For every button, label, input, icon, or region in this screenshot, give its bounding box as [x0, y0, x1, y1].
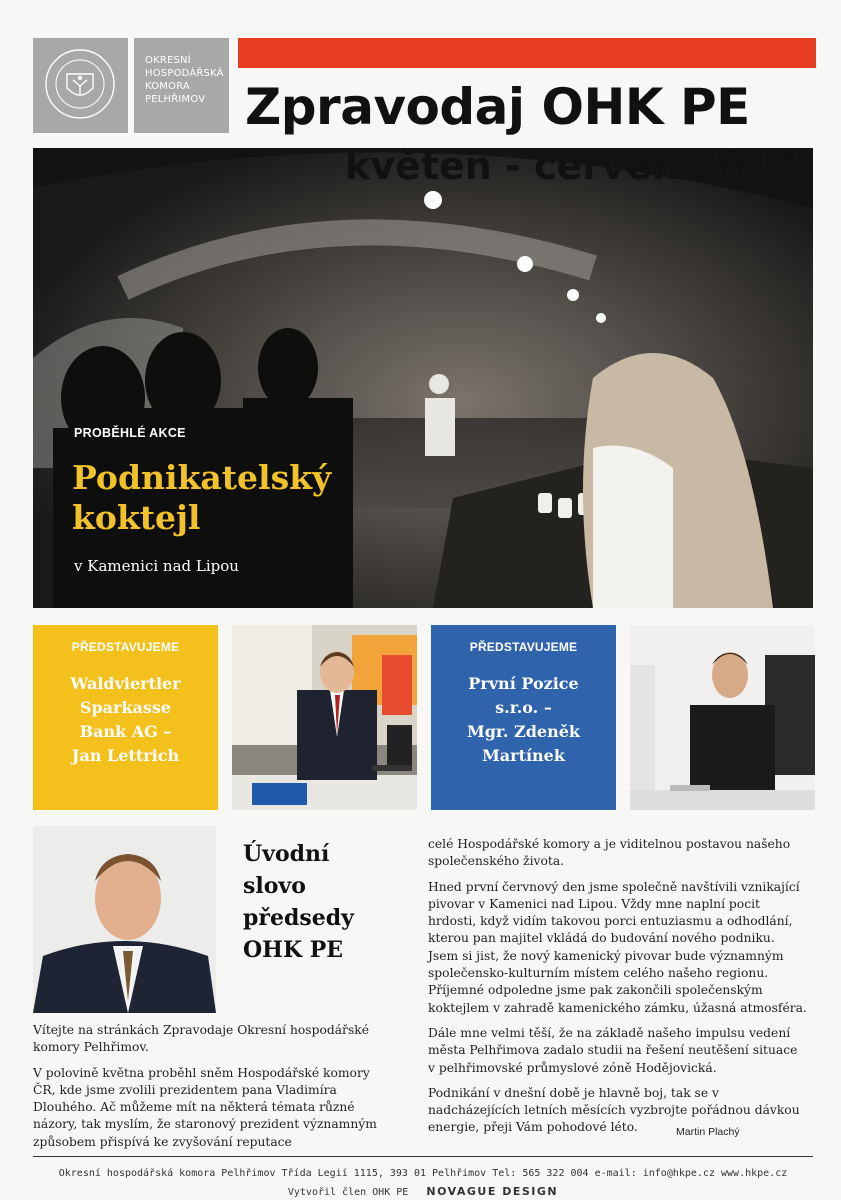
logo-line: OKRESNÍ	[145, 55, 191, 66]
editorial-column-right	[428, 836, 808, 1145]
name-line: Sparkasse	[79, 698, 172, 717]
editorial-signature: Martin Plachý	[676, 1126, 740, 1138]
footer-divider	[33, 1156, 813, 1157]
hero-headline	[72, 458, 331, 538]
name-line: Mgr. Zdeněk	[467, 722, 580, 741]
footer-credits	[33, 1185, 813, 1198]
intro-panel-lettrich	[33, 625, 218, 810]
footer-contact: Okresní hospodářská komora Pelhřimov Třída Legií 1115, 393 01 Pelhřimov Tel: 565 322 004 e-mail: info@hkpe.cz www.hkpe.cz	[58, 1168, 788, 1179]
headline-line: koktejl	[72, 498, 201, 537]
newsletter-title: Zpravodaj OHK PE	[245, 78, 750, 136]
accent-bar	[238, 38, 816, 68]
hero-category: PROBĚHLÉ AKCE	[74, 426, 186, 440]
issue-date: květen - červen 2017	[345, 144, 798, 188]
title-line: OHK PE	[243, 937, 344, 963]
name-line: s.r.o. –	[495, 698, 552, 717]
logo-line: PELHŘIMOV	[145, 94, 206, 105]
photo-martinek	[630, 625, 815, 810]
paragraph: Dále mne velmi těší, že na základě našeho impulsu vedení města Pelhřimova zadalo studii na řešení neutěšení situace v pelhřimovské průmyslové zóně Hodějovická.	[428, 1025, 798, 1075]
title-line: Úvodní	[243, 841, 330, 867]
paragraph: celé Hospodářské komory a je viditelnou postavou našeho společenského života.	[428, 837, 791, 869]
title-line: předsedy	[243, 905, 354, 931]
chamber-logo	[33, 38, 128, 133]
name-line: Martínek	[482, 746, 565, 765]
paragraph: Hned první červnový den jsme společně navštívili vznikající pivovar v Kamenici nad Lipou. Vždy mne naplní pocit hrdosti, když vidím takovou porci entuziasmu a odhodlání, kterou pan majitel vkládá do budování nového podniku. Jsem si jist, že nový kamenický pivovar bude významným společensko-kulturním místem celého našeho regionu. Příjemné odpoledne jsme pak zakončili společenským koktejlem v zahradě kamenického zámku, úžasná atmosféra.	[428, 879, 807, 1015]
panel-name	[33, 672, 218, 768]
panel-tag: PŘEDSTAVUJEME	[469, 640, 578, 654]
photo-lettrich	[232, 625, 417, 810]
chamber-name-block	[134, 38, 229, 133]
designer-logo: NOVAGUE DESIGN	[426, 1185, 559, 1198]
chamber-emblem-icon	[33, 38, 128, 133]
event-hall-illustration	[33, 148, 813, 608]
name-line: První Pozice	[468, 674, 579, 693]
credits-text: Vytvořil člen OHK PE	[287, 1187, 409, 1198]
intro-panel-martinek	[431, 625, 616, 810]
headline-line: Podnikatelský	[72, 458, 332, 497]
photo-chairman	[33, 826, 216, 1013]
logo-line: KOMORA	[145, 81, 190, 92]
paragraph: Podnikání v dnešní době je hlavně boj, tak se v nadcházejících letních měsících vyzbrojte pořádnou dávkou energie, přeji Vám pohodové léto.	[428, 1085, 800, 1135]
name-line: Waldviertler	[70, 674, 181, 693]
logo-line: HOSPODÁŘSKÁ	[145, 68, 224, 79]
editorial-column-left	[33, 1022, 395, 1159]
title-line: slovo	[243, 873, 306, 899]
panel-tag: PŘEDSTAVUJEME	[71, 640, 180, 654]
hero-photo	[33, 148, 813, 608]
hero-subheadline: v Kamenici nad Lipou	[74, 557, 239, 575]
paragraph: Vítejte na stránkách Zpravodaje Okresní hospodářské komory Pelhřimov.	[33, 1023, 369, 1055]
editorial-title	[243, 838, 354, 966]
name-line: Jan Lettrich	[71, 746, 180, 765]
panel-name	[431, 672, 616, 768]
name-line: Bank AG –	[79, 722, 172, 741]
paragraph: V polovině května proběhl sněm Hospodářské komory ČR, kde jsme zvolili prezidentem pana Vladimíra Dlouhého. Ač můžeme mít na některá témata různé názory, tak myslím, že staronový prezident významným způsobem přispívá ke zvyšování reputace	[33, 1065, 377, 1149]
